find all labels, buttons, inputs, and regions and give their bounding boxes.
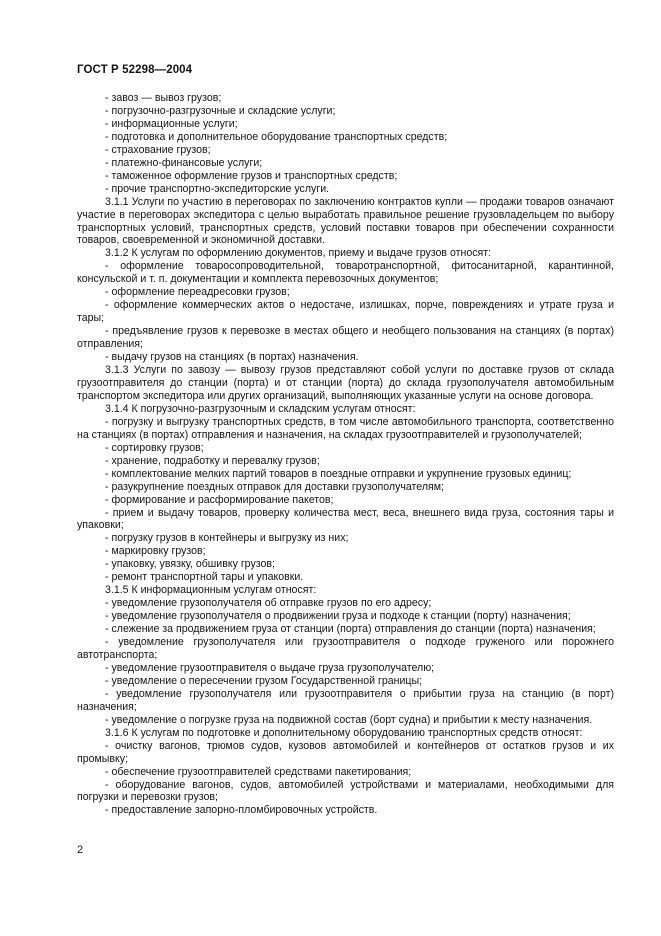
section-paragraph: 3.1.6 К услугам по подготовке и дополнительному оборудованию транспортных средств относят:: [105, 726, 583, 739]
section-paragraph: 3.1.1 Услуги по участию в переговорах по заключению контрактов купли — продажи товаров означают участие в переговорах экспедитора с целью выработать правильное решение грузовладельцем по выбору транспортных условий, транспортных средств, условий поставки товаров при обеспечении сохранности товаров, своевременной и экономичной доставки.: [77, 195, 614, 247]
list-item: - уведомление грузополучателя об отправке грузов по его адресу;: [105, 597, 432, 610]
list-item: - оформление переадресовки грузов;: [105, 286, 290, 299]
list-item: - подготовка и дополнительное оборудование транспортных средств;: [105, 130, 448, 143]
list-item: - уведомление о пересечении грузом Государственной границы;: [105, 674, 423, 687]
list-item: - обеспечение грузоотправителей средствами пакетирования;: [105, 765, 412, 778]
list-item: - слежение за продвижением груза от станции (порта) отправления до станции (порта) назначения;: [105, 623, 596, 636]
list-item: - уведомление грузополучателя или грузоотправителя о прибытии груза на станцию (в порт) назначения;: [77, 687, 614, 713]
page-number: 2: [77, 844, 84, 856]
list-item: - сортировку грузов;: [105, 441, 204, 454]
list-item: - уведомление о погрузке груза на подвижной состав (борт судна) и прибытии к месту назначения.: [105, 713, 593, 726]
section-paragraph: 3.1.5 К информационным услугам относят:: [105, 584, 317, 597]
list-item: - уведомление грузополучателя или грузоотправителя о подходе груженого или порожнего автотранспорта;: [77, 636, 614, 661]
section-paragraph: 3.1.2 К услугам по оформлению документов, приему и выдаче грузов относят:: [105, 247, 492, 260]
list-item: - прочие транспортно-экспедиторские услуги.: [105, 182, 330, 195]
list-item: - выдачу грузов на станциях (в портах) назначения.: [105, 351, 359, 364]
list-item: - информационные услуги;: [105, 117, 238, 130]
list-item: - уведомление грузополучателя о продвижении груза и подходе к станции (порту) назначения;: [105, 610, 571, 623]
list-item: - погрузку грузов в контейнеры и выгрузку из них;: [105, 532, 349, 545]
list-item: - формирование и расформирование пакетов;: [105, 493, 334, 506]
list-item: - упаковку, увязку, обшивку грузов;: [105, 558, 275, 571]
list-item: - маркировку грузов;: [105, 545, 206, 558]
list-item: - оформление товаросопроводительной, товаротранспортной, фитосанитарной, карантинной, консульской и т. п. документации и комплекта перевозочных документов;: [77, 260, 614, 286]
list-item: - погрузку и выгрузку транспортных средств, в том числе автомобильного транспорта, соответственно на станциях (в портах) отправления и назначения, на складах грузоотправителей и грузополучателей;: [77, 415, 614, 441]
list-item: - уведомление грузоотправителя о выдаче груза грузополучателю;: [105, 661, 435, 674]
list-item: - разукрупнение поездных отправок для доставки грузополучателям;: [105, 480, 444, 493]
list-item: - таможенное оформление грузов и транспортных средств;: [105, 169, 398, 182]
section-paragraph: 3.1.3 Услуги по завозу — вывозу грузов представляют собой услуги по доставке грузов от склада грузоотправителя до станции (порта) и от станции (порта) до склада грузополучателя автомобильным транспортом экспедитора или других организаций, выполняющих указанные услуги на основе договора.: [77, 364, 614, 402]
list-item: - предъявление грузов к перевозке в местах общего и необщего пользования на станциях (в портах) отправления;: [77, 325, 614, 351]
list-item: - погрузочно-разгрузочные и складские услуги;: [105, 104, 336, 117]
list-item: - страхование грузов;: [105, 143, 211, 156]
document-body: [77, 92, 614, 817]
list-item: - завоз — вывоз грузов;: [105, 92, 222, 104]
section-paragraph: 3.1.4 К погрузочно-разгрузочным и складским услугам относят:: [105, 402, 416, 415]
list-item: - оформление коммерческих актов о недостаче, излишках, порче, повреждениях и утрате груза и тары;: [77, 299, 614, 325]
list-item: - прием и выдачу товаров, проверку количества мест, веса, внешнего вида груза, состояния тары и упаковки;: [77, 506, 614, 532]
list-item: - комплектование мелких партий товаров в поездные отправки и укрупнение грузовых единиц;: [105, 467, 572, 480]
list-item: - ремонт транспортной тары и упаковки.: [105, 571, 304, 584]
document-header: ГОСТ Р 52298—2004: [77, 64, 193, 76]
list-item: - платежно-финансовые услуги;: [105, 156, 263, 169]
list-item: - предоставление запорно-пломбировочных устройств.: [105, 804, 378, 817]
list-item: - очистку вагонов, трюмов судов, кузовов автомобилей и контейнеров от остатков грузов и их промывку;: [77, 739, 614, 765]
list-item: - оборудование вагонов, судов, автомобилей устройствами и материалами, необходимыми для погрузки и перевозки грузов;: [77, 778, 614, 804]
list-item: - хранение, подработку и перевалку грузов;: [105, 454, 320, 467]
